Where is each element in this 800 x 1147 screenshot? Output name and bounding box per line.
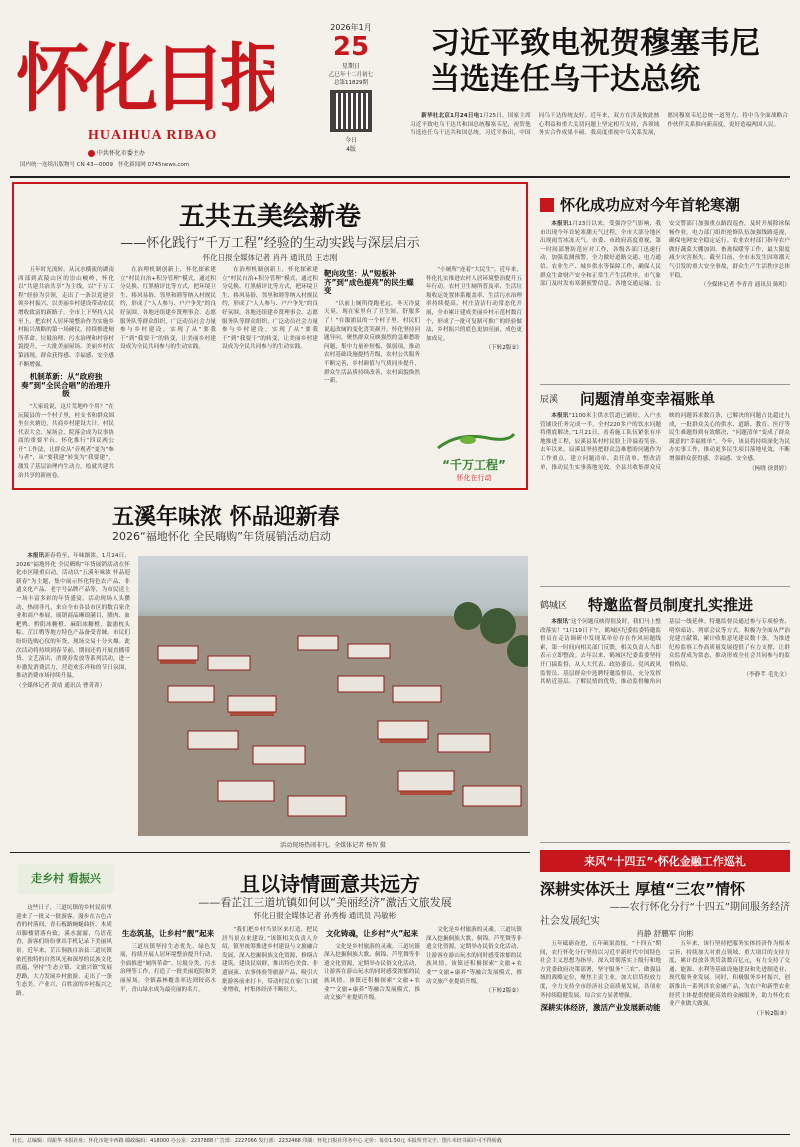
date-day: 25 [332, 32, 370, 62]
lead-headline-line-2: 当选连任乌干达总统 [430, 62, 700, 97]
date-year-month: 2026年1月 [330, 23, 372, 32]
finance-subtitle-1: ——农行怀化分行“十四五”期间服务经济 [609, 902, 790, 913]
right-low-county: 鹤城区 [540, 601, 568, 611]
market-photo-scene [138, 556, 528, 836]
right-mid-title[interactable]: 问题清单变幸福账单 [580, 390, 716, 408]
finance-jump: （下转2版③） [753, 1010, 790, 1017]
feature-subhead-2: 靶向攻坚：从“短板补齐”到“成色提亮”的民生蝶变 [324, 269, 414, 296]
poetry-col-2: 生态筑基，让乡村“靓”起来 三道坑镇坚持生态优先、绿色发展，持续开展人居环境整治提升行动，全面推进“厕所革命”、垃圾分类、污水治理等工作，打造了一批美丽庭院和美丽屋场。全镇森林覆盖率达到较高水平，青山绿水成为最亮丽的名片。 [120, 929, 216, 993]
badge-leaf-icon [428, 430, 520, 452]
feature-col-1: 五年时光流转，从沅水横流的湖南西部到武陵山区的崇山峻岭，怀化以“共建共治共享”为主线，以“千万工程”经验为引领，走出了一条以党建引领乡村振兴、以美丽乡村建设带动农民增收致富的新路子。全市上下坚持人民至上，把农村人居环境整治作为实施乡村振兴战略的第一场硬仗，持续推进厕所革命、垃圾治理、污水治理和村容村貌提升，一大批美丽屋场、美丽乡村次第涌现，群众获得感、幸福感、安全感不断增强。 机制革新：从“政府独奏”到“全民合唱”的治理升级 “大家说说，这片荒地咋个用？”在沅陵县的一个村子里，村支书和群众围坐在火塘边，共商乡村建设大计。村民代表大会、屋场会、院落会成为议事协商的重要平台。怀化推行“四议两公开”工作法，让群众从“旁观者”变为“参与者”，从“要我建”转变为“我要建”，激发了基层治理内生动力，绘就共建共治共享的新画卷。 [18, 267, 114, 479]
masthead-divider [10, 176, 790, 178]
finance-byline: 肖静 舒鹏军 向彬 [636, 929, 694, 938]
feature-subtitle: ——怀化践行“千万工程”经验的生动实践与深层启示 [120, 236, 420, 251]
badge-title: “千万工程” [442, 458, 506, 472]
date-weekday: 星期日 [341, 63, 360, 70]
date-issue: 总第11829期 [334, 80, 368, 86]
qr-code[interactable] [330, 90, 372, 132]
poetry-jump: （下转2版②） [485, 988, 522, 995]
finance-text: 五年砥砺奋进，五年硕果盈枝。“十四五”期间，农行怀化分行坚持以习近平新时代中国特色社会主义思想为指导，深入贯彻落实上级行和地方党委政府决策部署，坚守服务“三农”、做强县域的战略定位，聚焦主责主业，加大信贷投放力度，全力支持全市经济社会高质量发展，各项业务持续稳健发展，综合实力显著增强。 深耕实体经济，激活产业发展新动能 五年来，该行坚持把服务实体经济作为根本宗旨，持续加大对重点领域、重大项目的支持力度，累计投放各类贷款数百亿元，有力支持了交通、能源、水利等基础设施建设和先进制造业、现代服务业发展。同时，积极服务乡村振兴，创新推出一系列涉农金融产品，为农户和新型农业经营主体提供便捷高效的金融服务，助力怀化农业产业做大做强。 （下转2版③） [540, 941, 790, 1017]
footer-rule [10, 1134, 790, 1135]
poetry-title[interactable]: 且以诗情画意共远方 [240, 872, 420, 896]
logo-calligraphy [14, 20, 274, 120]
market-text: 本报讯新春将至，年味渐浓。1月24日，2026“福地怀化 全民嗨购”年货展销活动在怀化市区隆重启动。活动以“五溪年味浓 怀品迎新春”为主题，集中展示怀化特色农产品、非遗文化产品、老字号品牌产品等，为市民送上一场丰富多彩的年货盛宴。活动现场人头攒动、热闹非凡，来自全市各县市区的数百家企业和商户参展，展销商品琳琅满目，腊肉、血粑鸭、黔阳冰糖橙、麻阳冰糖橙、溆浦枕头粽、芷江鸭等地方特色产品备受青睐。市民们纷纷选购心仪的年货，现场交易十分火爆。此次活动将持续到春节前，期间还将开展直播带货、文艺演出、消费券发放等系列活动，进一步激发消费活力，营造欢乐祥和的节日氛围，推动消费市场持续升温。 （全媒体记者 黄靖 通讯员 曹菁菁） [16, 553, 130, 689]
lead-headline[interactable] [430, 26, 790, 98]
feature-byline: 怀化日报全媒体记者 肖丹 通讯员 王志刚 [202, 253, 338, 262]
footer-text: 社长、总编辑：周振华 本报社址：怀化市迎丰西路 邮政编码：418000 办公室：2237888 广告部：2227066 发行部：2232468 印刷：怀化日报社印务中心 定价：每份1.50元 本报所刊文字、图片未经书面许可不得转载 [12, 1138, 502, 1144]
date-box [312, 22, 390, 153]
badge-subtitle: 怀化在行动 [456, 474, 492, 482]
feature-subhead-1: 机制革新：从“政府独奏”到“全民合唱”的治理升级 [21, 372, 111, 399]
feature-col-4: 靶向攻坚：从“短板补齐”到“成色提亮”的民生蝶变 “以前上厕所得跑老远，冬天冷夏天臭，现在家里有了卫生间，舒服多了！”在溆浦县的一个村子里，村民们说起改厕的变化喜笑颜开。怀化坚持问题导向，聚焦群众反映强烈的急难愁盼问题，集中力量补短板、强弱项，推动农村基础设施提档升级，农村公共服务不断完善，乡村颜值与气质同步提升，群众生活品质持续改善，农村面貌焕然一新。 [324, 269, 420, 385]
right-low-text: 本报讯“这个问题反映得很及时，我们马上整改落实！”1月19日下午，鹤城区纪委监委特邀监督员在走访调研中发现某单位存在作风问题线索，第一时间向相关部门反馈，相关负责人当即表示立即整改。去年以来，鹤城区纪委监委坚持开门搞监督，从人大代表、政协委员、党风政风监督员、基层群众中选聘特邀监督员，充分发挥其贴近基层、了解民情的优势，推动监督触角向基层一线延伸。特邀监督员通过参与专项检查、明察暗访、列席会议等方式，积极为全面从严治党建言献策，累计收集意见建议数十条，为推进纪检监察工作高质量发展提供了有力支撑，让群众监督成为常态，推动形成全社会共同参与的监督格局。 （李静芊 毛先文） [540, 619, 790, 686]
right-top-title[interactable]: 怀化成功应对今年首轮寒潮 [560, 196, 741, 214]
feature-badge [428, 430, 520, 480]
right-low-title[interactable]: 特邀监督员制度扎实推进 [588, 596, 754, 614]
market-subtitle: 2026“福地怀化 全民嗨购”年货展销活动启动 [112, 530, 331, 543]
finance-subhead: 深耕实体经济，激活产业发展新动能 [540, 1003, 661, 1013]
poetry-badge [18, 864, 114, 894]
masthead-pinyin: HUAIHUA RIBAO [88, 128, 218, 143]
poetry-byline: 怀化日报全媒体记者 孙秀梅 通讯员 冯敏彬 [253, 911, 397, 920]
date-lunar: 乙巳年十二月初七 [328, 72, 373, 78]
market-photo[interactable] [138, 556, 528, 836]
lead-story-text: 新华社北京1月24日电1月25日，国家主席习近平致电乌干达共和国总统穆塞韦尼，祝贺他当选连任乌干达共和国总统。习近平指出，中国同乌干达传统友好。近年来，双方在涉及彼此核心利益和重大关切问题上坚定相互支持，各领域务实合作成果丰硕。我高度重视中乌关系发展，愿同穆塞韦尼总统一道努力，将中乌全面战略合作伙伴关系推向新高度，更好造福两国人民。 [410, 113, 788, 137]
poetry-col-1: 这些日子，三道坑镇的乡村民宿里迎来了一批又一批游客。漫步在古色古香的村落间，青石板路蜿蜒曲折，木质吊脚楼错落有致，溪水潺潺，鸟语花香，游客们纷纷拿出手机记录下美丽风景。近年来，芷江侗族自治县三道坑镇依托独特的自然风光和深厚的民族文化底蕴，坚持“生态立镇、文旅兴镇”发展思路，大力发展乡村旅游，走出了一条生态美、产业兴、百姓富的乡村振兴之路。 [16, 905, 112, 997]
page-count: 4版 [346, 146, 356, 153]
feature-jump: （下转2版①） [485, 345, 522, 352]
lower-divider [10, 852, 530, 853]
svg-text:怀化日报: 怀化日报 [16, 36, 274, 120]
right-divider-1 [540, 384, 790, 385]
feature-col-2: 在治理机制创新上，怀化探索建立“村民自治+积分管理”模式，通过积分兑换、红黑榜评比等方式，把环境卫生、移风易俗、邻里和睦等纳入村规民约，形成了“人人参与、户户争先”的良好氛围。各地还组建乡贤理事会、志愿服务队等群众组织，广泛动员社会力量参与乡村建设，实现了从“要我干”到“我要干”的转变，让美丽乡村建设成为全民共同参与的生动实践。 [120, 267, 216, 351]
feature-title[interactable]: 五共五美绘新卷 [178, 202, 361, 232]
today-label: 今日 [344, 137, 357, 144]
finance-subtitle-2: 社会发展纪实 [540, 916, 600, 927]
registration-line: 国内统一连续出版物号 CN 43—0009 怀化新闻网 0745news.com [20, 162, 190, 168]
poetry-subhead-2: 文化铸魂，让乡村“火”起来 [325, 929, 419, 938]
masthead-logo [14, 20, 274, 120]
lead-headline-line-1: 习近平致电祝贺穆塞韦尼 [430, 26, 760, 61]
poetry-subhead-1: 生态筑基，让乡村“靓”起来 [121, 929, 215, 938]
poetry-col-4: 文化铸魂，让乡村“火”起来 文化是乡村旅游的灵魂。三道坑镇深入挖掘侗族大歌、侗锦、芦笙舞等非遗文化资源，定期举办民俗文化活动，让游客在游山玩水的同时感受浓郁的民族风情。该镇还积极探索“文旅+农业”“文旅+康养”等融合发展模式，推动文旅产业提质升级。 [324, 929, 420, 1002]
feature-col-5: “小厕所”连着“大民生”。近年来，怀化扎实推进农村人居环境整治提升五年行动，农村卫生厕所普及率、生活垃圾收运处置体系覆盖率、生活污水治理率持续提高，村庄清洁行动常态化开展，全市累计建成美丽乡村示范村数百个，形成了一批可复制可推广的经验做法，乡村振兴的底色更加亮丽，成色更加成足。 （下转2版①） [426, 267, 522, 352]
poetry-col-3: “我们把乡村当景区来打造，把民居当景点来建设。”该镇相关负责人介绍，镇里统筹推进乡村建设与文旅融合发展，深入挖掘侗族文化资源，修缮古建筑，建设民宿群，推出特色美食、非遗展演、农事体验等旅游产品，吸引大批游客前来打卡，带动村民在家门口就业增收，村集体经济不断壮大。 [222, 927, 318, 994]
right-top-bar [540, 198, 554, 212]
right-divider-2 [540, 586, 790, 587]
feature-col-3: 在治理机制创新上，怀化探索建立“村民自治+积分管理”模式，通过积分兑换、红黑榜评比等方式，把环境卫生、移风易俗、邻里和睦等纳入村规民约，形成了“人人参与、户户争先”的良好氛围。各地还组建乡贤理事会、志愿服务队等群众组织，广泛动员社会力量参与乡村建设，实现了从“要我干”到“我要干”的转变，让美丽乡村建设成为全民共同参与的生动实践。 [222, 267, 318, 351]
right-divider-3 [540, 842, 790, 843]
finance-title[interactable]: 深耕实体沃土 厚植“三农”情怀 [540, 880, 745, 898]
poetry-subtitle: ——看芷江三道坑镇如何以“美丽经济”激活文旅发展 [198, 896, 452, 909]
poetry-col-5: 文化是乡村旅游的灵魂。三道坑镇深入挖掘侗族大歌、侗锦、芦笙舞等非遗文化资源，定期举办民俗文化活动，让游客在游山玩水的同时感受浓郁的民族风情。该镇还积极探索“文旅+农业”“文旅+康养”等融合发展模式，推动文旅产业提质升级。 （下转2版②） [426, 927, 522, 995]
party-emblem-icon [88, 150, 95, 157]
right-mid-county: 辰溪 [540, 395, 559, 405]
right-mid-text: 本报讯“1100米主供水管道已铺好，入户水管铺设任务完成一半，全村220多户的饮水问题将彻底解决。”1月21日，看着施工队伍紧张有序地推进工程，辰溪县某村村民脸上洋溢着笑容。去年以来，辰溪县坚持把群众急难愁盼问题作为工作重点，建立问题清单、责任清单、整改清单，推动民生实事落地见效。全县共收集群众反映的问题诉求数百条，已解决的问题占比超过九成，一批群众关心的供水、道路、教育、医疗等民生难题得到有效解决，“问题清单”变成了群众满意的“幸福账单”。今年，该县将持续深化为民办实事工作，推动更多民生项目落地见效，不断增强群众获得感、幸福感、安全感。 （杨晓 徐贤婷） [540, 413, 790, 472]
sponsor-line: 中共怀化市委主办 [88, 148, 145, 157]
poetry-badge-title: 走乡村 看振兴 [31, 872, 101, 885]
market-title[interactable]: 五溪年味浓 怀品迎新春 [112, 504, 340, 530]
right-top-text: 本报讯1月23日以来，受强冷空气影响，我市出现今年首轮寒潮天气过程，全市大部分地区出现雨雪冰冻天气。市委、市政府高度重视，第一时间部署防范应对工作，各级各部门迅速行动，加强监测预警，全力做好道路交通、电力通信、农业生产、城乡供水等保障工作，确保人民群众生命财产安全和正常生产生活秩序。市气象部门及时发布寒潮预警信息，各地交通运输、公安交警部门加强重点路段巡查，及时开展除冰保畅作业。电力部门组织抢修队伍加强线路巡视，确保电网安全稳定运行。农业农村部门指导农户做好蔬菜大棚加固、畜禽保暖等工作，最大限度减少灾害损失。截至目前，全市未发生因寒潮天气引发的重大安全事故，群众生产生活秩序总体平稳。 （全媒体记者 李青青 通讯员 陈明） [540, 221, 790, 289]
market-photo-caption: 活动现场热闹非凡。全媒体记者 杨智 摄 [280, 842, 386, 849]
finance-column: 来风“十四五”·怀化金融工作巡礼 [584, 855, 746, 868]
